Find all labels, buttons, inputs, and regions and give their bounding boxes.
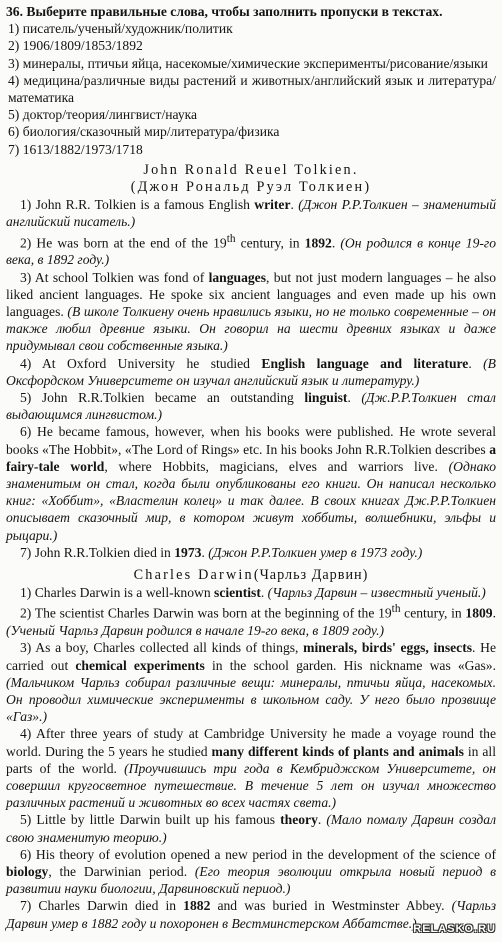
translation-text: (Чарльз Дарвин – известный ученый.): [267, 585, 486, 601]
source-text: .: [347, 390, 362, 405]
source-text: 1) Charles Darwin is a well-known: [20, 585, 215, 601]
darwin-paragraph-5: [6, 811, 496, 845]
translation-text: (Он родился в конце 19-го века, в 1892 году.): [6, 235, 497, 268]
darwin-paragraph-3: [6, 639, 496, 725]
source-text: , where Hobbits, magicians, elves and warriors live.: [104, 458, 449, 474]
translation-text: (В Оксфордском Университете он изучал английский язык и литературу.): [6, 355, 496, 388]
source-text: 3) At school Tolkien was fond of: [20, 269, 209, 285]
option-7: 7) 1613/1882/1973/1718: [8, 141, 143, 157]
tolkien-paragraph-5: [6, 389, 496, 423]
tolkien-paragraph-2: [6, 231, 496, 269]
translation-text: (Джон Р.Р.Толкиен умер в 1973 году.): [208, 544, 423, 560]
source-text: 3) As a boy, Charles collected all kinds of things,: [20, 640, 304, 656]
darwin-title-en: Charles Darwin: [133, 567, 254, 584]
source-text: .: [260, 585, 268, 601]
tolkien-paragraph-4: [6, 355, 496, 389]
task-block: [6, 3, 496, 158]
answer-word: 1973: [174, 544, 202, 560]
darwin-title-ru: (Чарльз Дарвин): [253, 567, 369, 584]
translation-text: (Проучившись три года в Кембриджском Университете, он совершил кругосветное путешествие. В течение 5 лет он изучал множество различных растений и животных во всех частях света.): [6, 760, 497, 811]
darwin-title: [6, 567, 496, 584]
tolkien-paragraph-6: [6, 423, 496, 543]
option-5: 5) доктор/теория/лингвист/наука: [8, 107, 198, 123]
translation-text: (В школе Толкиену очень нравились языки, но не только современные – он также любил древние языки. Он говорил на шести древних языках и даже придумывал свои собственные языка.): [6, 303, 496, 354]
ordinal-suffix: th: [226, 232, 236, 245]
exercise-page: [6, 3, 496, 932]
source-text: 2) He was born at the end of the 19: [20, 235, 227, 251]
darwin-paragraph-2: [6, 601, 496, 639]
tolkien-paragraphs: [6, 196, 496, 561]
darwin-section: [6, 567, 496, 932]
source-text: 7) Charles Darwin died in: [20, 898, 184, 914]
option-2: 2) 1906/1809/1853/1892: [8, 38, 143, 54]
tolkien-title-ru: (Джон Рональд Руэл Толкиен): [130, 179, 372, 196]
answer-word: 1882: [183, 898, 211, 914]
answer-word: 1809: [465, 605, 493, 621]
source-text: 4) At Oxford University he studied: [20, 355, 262, 371]
source-text: , the Darwinian period.: [48, 864, 195, 880]
option-1: 1) писатель/ученый/художник/политик: [8, 21, 233, 37]
source-text: .: [201, 544, 209, 560]
task-heading: 36. Выберите правильные слова, чтобы заполнить пропуски в текстах.: [6, 4, 443, 19]
source-text: 6) His theory of evolution opened a new period in the development of the science of: [20, 846, 496, 862]
translation-text: (Джон Р.Р.Толкиен – знаменитый английский писатель.): [6, 197, 497, 230]
darwin-paragraph-6: [6, 846, 496, 898]
tolkien-section: [6, 162, 496, 561]
answer-word: English language and literature: [261, 355, 469, 371]
source-text: in all parts of the world.: [6, 743, 496, 776]
site-watermark: RELASKO.RU: [413, 922, 496, 935]
darwin-paragraph-4: [6, 725, 496, 811]
source-text: 7) John R.R.Tolkien died in: [20, 544, 175, 560]
option-4: 4) медицина/различные виды растений и животных/английский язык и литература/математика: [8, 72, 496, 106]
source-text: 5) John R.R.Tolkien became an outstanding: [20, 390, 305, 405]
darwin-paragraphs: [6, 584, 496, 932]
answer-word: theory: [280, 812, 318, 828]
source-text: 5) Little by little Darwin built up his famous: [20, 812, 281, 828]
translation-text: (Ученый Чарльз Дарвин родился в начале 19-го века, в 1809 году.): [6, 623, 385, 639]
source-text: .: [317, 812, 327, 828]
source-text: 6) He became famous, however, when his books were published. He wrote several books «The Hobbit», «The Lord of Rings» etc. In his books John R.R.Tolkien describes: [6, 424, 496, 457]
answer-word: writer: [254, 197, 291, 213]
source-text: . He carried out: [6, 640, 496, 673]
source-text: 4) After three years of study at Cambridge University he made a voyage round the world. During the 5 years he studied: [6, 726, 496, 759]
tolkien-title-en: John Ronald Reuel Tolkien.: [143, 161, 359, 178]
darwin-paragraph-1: [6, 584, 496, 601]
answer-word: biology: [6, 864, 49, 880]
tolkien-paragraph-3: [6, 269, 496, 355]
ordinal-suffix: th: [391, 603, 401, 616]
translation-text: (Мальчиком Чарльз собирал различные вещи: минералы, птичьи яйца, насекомых. Он проводил химические эксперименты в школьном саду. У него было прозвище «Газ».): [6, 674, 496, 725]
answer-word: chemical experiments: [75, 657, 205, 673]
option-3: 3) минералы, птичьи яйца, насекомые/химические эксперименты/рисование/языки: [8, 55, 488, 71]
source-text: century, in: [400, 605, 466, 621]
source-text: , but not just modern languages – he also liked ancient languages. He spoke six ancient languages and even made up his own languages.: [6, 269, 497, 319]
source-text: 1) John R.R. Tolkien is a famous English: [20, 197, 255, 213]
source-text: century, in: [235, 235, 305, 251]
translation-text: (Мало помалу Дарвин создал свою знаменитую теорию.): [6, 812, 497, 845]
answer-word: minerals, birds' eggs, insects: [303, 640, 473, 656]
answer-word: linguist: [304, 390, 348, 405]
answer-word: scientist: [214, 585, 261, 601]
source-text: .: [331, 235, 341, 251]
source-text: .: [468, 355, 484, 371]
translation-text: (Дж.Р.Р.Толкиен стал выдающимся лингвистом.): [6, 390, 496, 423]
option-6: 6) биология/сказочный мир/литература/физика: [8, 124, 280, 140]
answer-word: many different kinds of plants and animals: [211, 743, 464, 759]
source-text: in the school garden. His nickname was «Gas».: [204, 657, 497, 673]
answer-word: languages: [208, 269, 267, 285]
answer-word: a fairy-tale world: [6, 441, 496, 474]
translation-text: (Однако знаменитым он стал, когда были опубликованы его книги. Он написал несколько книг: «Хоббит», «Властелин колец» и так далее. В своих книгах Дж.Р.Р.Толкиен описывает сказочный мир, в котором живут хоббиты, волшебники, эльфы и рыцари.): [6, 458, 497, 543]
translation-text: (Его теория эволюции открыла новый период в развитии науки биологии, Дарвиновский период.): [6, 864, 496, 897]
tolkien-paragraph-1: [6, 196, 496, 230]
tolkien-paragraph-7: [6, 544, 496, 561]
source-text: .: [492, 605, 496, 621]
answer-word: 1892: [304, 235, 332, 251]
source-text: .: [290, 197, 299, 213]
translation-text: (Чарльз Дарвин умер в 1882 году и похоронен в Вестминстерском Аббатстве.): [6, 898, 496, 931]
source-text: 2) The scientist Charles Darwin was born at the beginning of the 19: [20, 605, 392, 621]
source-text: and was buried in Westminster Abbey.: [210, 898, 452, 914]
